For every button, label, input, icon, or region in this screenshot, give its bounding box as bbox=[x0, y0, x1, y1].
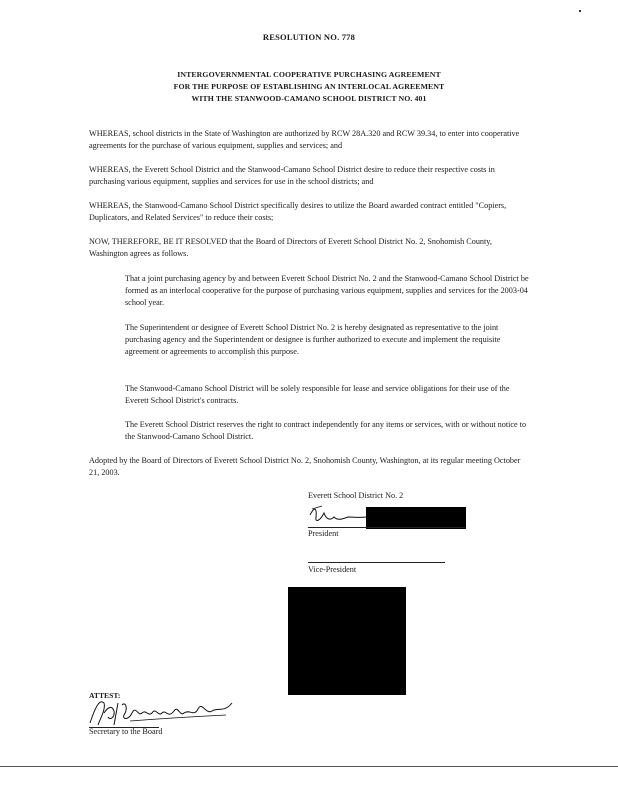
resolution-title: RESOLUTION NO. 778 bbox=[262, 32, 356, 42]
clause-stanwood-responsibility: The Stanwood-Camano School District will be solely responsible for lease and service obligations for their use of the Everett School District's contracts. bbox=[125, 384, 510, 405]
president-signature-line bbox=[308, 527, 465, 528]
whereas-paragraph-2: WHEREAS, the Everett School District and the Stanwood-Camano School District desire to reduce their respective costs in purchasing various equipment, supplies and services for use in the school districts; and bbox=[89, 165, 495, 186]
clause-joint-agency: That a joint purchasing agency by and between Everett School District No. 2 and the Stanwood-Camano School District be formed as an interlocal cooperative for the purpose of purchasing various equipment, supplies and services for the 2003-04 school year. bbox=[125, 274, 529, 307]
whereas-paragraph-3: WHEREAS, the Stanwood-Camano School District specifically desires to utilize the Board awarded contract entitled "Copiers, Duplicators, and Related Services" to reduce their costs; bbox=[89, 201, 507, 222]
subtitle-line: FOR THE PURPOSE OF ESTABLISHING AN INTERLOCAL AGREEMENT bbox=[173, 82, 445, 91]
vice-president-signature-line bbox=[308, 562, 445, 563]
agreement-subtitle bbox=[0, 69, 618, 105]
clause-right-to-contract: The Everett School District reserves the right to contract independently for any items or services, with or without notice to the Stanwood-Camano School District. bbox=[125, 420, 527, 441]
subtitle-line: WITH THE STANWOOD-CAMANO SCHOOL DISTRICT NO. 401 bbox=[191, 94, 427, 103]
clause-superintendent: The Superintendent or designee of Everett School District No. 2 is hereby designated as representative to the joint purchasing agency and the Superintendent or designee is further authorized to execute and implement the requisite agreement or agreements to accomplish this purpose. bbox=[125, 323, 501, 356]
redacted-signatures-block bbox=[288, 587, 406, 695]
adopted-paragraph: Adopted by the Board of Directors of Everett School District No. 2, Snohomish County, Washington, at its regular meeting October 21, 2003. bbox=[89, 456, 521, 477]
subtitle-line: INTERGOVERNMENTAL COOPERATIVE PURCHASING AGREEMENT bbox=[177, 70, 441, 79]
secretary-label: Secretary to the Board bbox=[89, 727, 163, 736]
whereas-paragraph-1: WHEREAS, school districts in the State of Washington are authorized by RCW 28A.320 and RCW 39.34, to enter into cooperative agreements for the purchase of various equipment, supplies and services; and bbox=[89, 129, 520, 150]
president-signature bbox=[308, 503, 368, 530]
resolved-paragraph: NOW, THEREFORE, BE IT RESOLVED that the Board of Directors of Everett School District No. 2, Snohomish County, Washington agrees as follows. bbox=[89, 237, 492, 258]
vice-president-label: Vice-President bbox=[308, 565, 357, 574]
attest-label: ATTEST: bbox=[89, 691, 121, 700]
district-name: Everett School District No. 2 bbox=[308, 491, 404, 500]
bottom-rule bbox=[0, 766, 618, 767]
scan-speck bbox=[579, 10, 581, 12]
president-label: President bbox=[308, 529, 339, 538]
redacted-name-box bbox=[366, 507, 466, 529]
